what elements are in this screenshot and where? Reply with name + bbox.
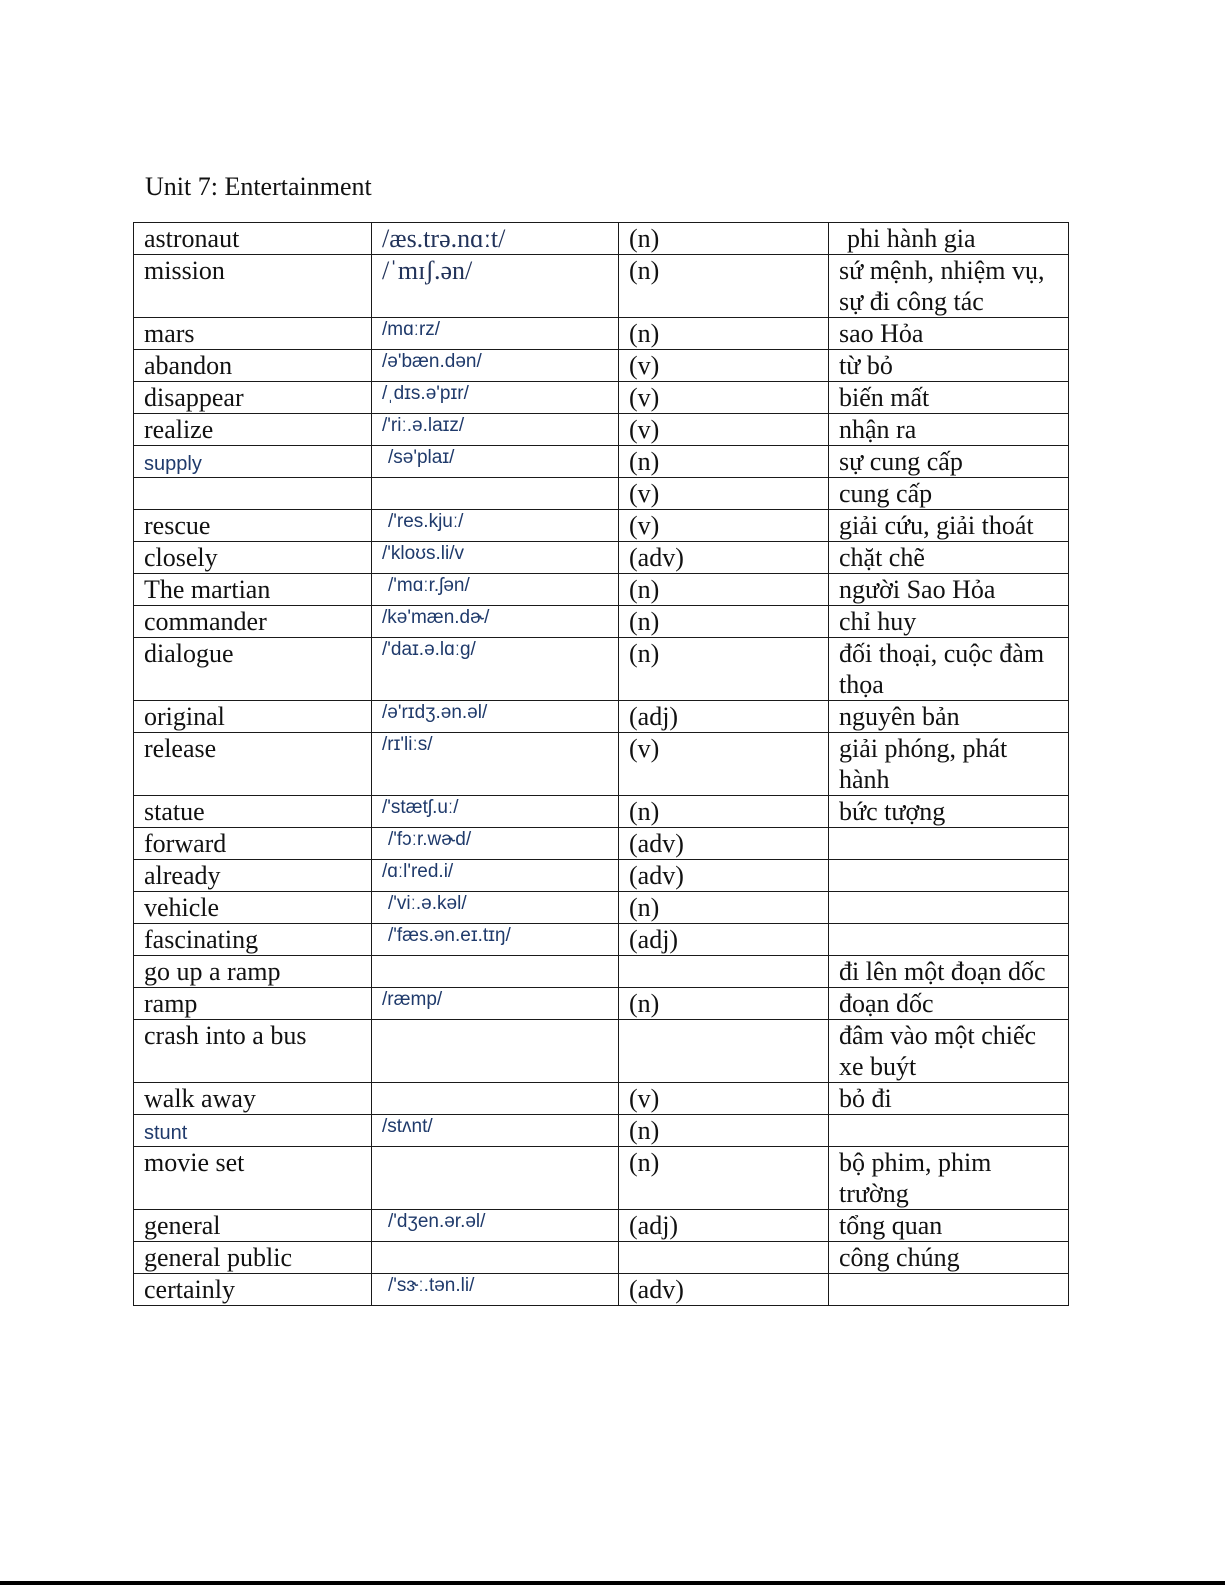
ipa-cell [372,796,619,828]
table-row [134,350,1069,382]
ipa-text: /ɑːl'red.i/ [382,861,454,882]
word-text: already [144,861,221,890]
ipa-cell [372,350,619,382]
table-row [134,478,1069,510]
word-cell [134,988,372,1020]
table-row [134,828,1069,860]
table-row [134,510,1069,542]
ipa-text: /sə'plaɪ/ [388,447,455,468]
meaning-cell [829,574,1069,606]
meaning-text: từ bỏ [839,351,893,380]
word-cell [134,414,372,446]
word-text: commander [144,607,267,636]
table-row [134,574,1069,606]
word-text: go up a ramp [144,957,281,986]
table-row [134,701,1069,733]
meaning-text: chỉ huy [839,607,917,636]
meaning-cell [829,510,1069,542]
word-text: stunt [144,1122,188,1144]
ipa-cell [372,414,619,446]
part-of-speech-text: (n) [629,224,660,253]
ipa-text: /ræmp/ [382,989,443,1010]
part-of-speech-text: (v) [629,511,660,540]
table-row [134,924,1069,956]
table-row [134,1147,1069,1210]
word-cell [134,1242,372,1274]
word-cell [134,1147,372,1210]
word-cell [134,318,372,350]
ipa-cell [372,574,619,606]
ipa-text: /stʌnt/ [382,1116,433,1137]
meaning-text: bỏ đi [839,1084,892,1113]
word-text: realize [144,415,214,444]
meaning-text: giải phóng, phát hành [839,734,1008,794]
ipa-cell [372,255,619,318]
ipa-cell [372,223,619,255]
ipa-cell [372,542,619,574]
word-cell [134,606,372,638]
word-cell [134,956,372,988]
meaning-cell [829,701,1069,733]
ipa-text: /ˌdɪs.ə'pɪr/ [382,383,469,404]
meaning-text: đi lên một đoạn dốc [839,957,1046,986]
part-of-speech-cell [619,956,829,988]
word-text: The martian [144,575,271,604]
table-row [134,892,1069,924]
ipa-cell [372,1020,619,1083]
word-text: supply [144,453,202,475]
word-text: original [144,702,225,731]
meaning-cell [829,1020,1069,1083]
meaning-cell [829,988,1069,1020]
word-cell [134,860,372,892]
part-of-speech-text: (n) [629,797,660,826]
word-text: crash into a bus [144,1021,307,1050]
table-row [134,1115,1069,1147]
meaning-cell [829,733,1069,796]
ipa-cell [372,733,619,796]
ipa-text: /'stætʃ.uː/ [382,797,459,818]
word-text: movie set [144,1148,245,1177]
part-of-speech-cell [619,574,829,606]
word-cell [134,574,372,606]
meaning-text: đoạn dốc [839,989,934,1018]
word-cell [134,446,372,478]
part-of-speech-cell [619,446,829,478]
meaning-cell [829,223,1069,255]
ipa-text: /'res.kjuː/ [388,511,464,532]
meaning-text: phi hành gia [847,224,976,253]
meaning-cell [829,542,1069,574]
meaning-text: đâm vào một chiếc xe buýt [839,1021,1037,1081]
ipa-text: /'riː.ə.laɪz/ [382,415,465,436]
ipa-text: /ə'rɪdʒ.ən.əl/ [382,702,488,723]
table-row [134,1020,1069,1083]
meaning-cell [829,606,1069,638]
ipa-text: /rɪ'liːs/ [382,734,433,755]
meaning-text: sự cung cấp [839,447,963,476]
part-of-speech-text: (n) [629,1148,660,1177]
part-of-speech-text: (n) [629,1116,660,1145]
ipa-text: /'mɑːr.ʃən/ [388,575,470,596]
word-text: statue [144,797,205,826]
part-of-speech-cell [619,255,829,318]
word-cell [134,255,372,318]
part-of-speech-text: (n) [629,607,660,636]
meaning-text: sao Hỏa [839,319,924,348]
table-row [134,318,1069,350]
ipa-text: /'fæs.ən.eɪ.tɪŋ/ [388,925,511,946]
table-row [134,1210,1069,1242]
table-row [134,542,1069,574]
ipa-text: /'viː.ə.kəl/ [388,893,467,914]
word-text: closely [144,543,218,572]
word-text: release [144,734,217,763]
table-row [134,382,1069,414]
ipa-text: /mɑːrz/ [382,319,441,340]
ipa-cell [372,318,619,350]
part-of-speech-cell [619,924,829,956]
meaning-cell [829,255,1069,318]
meaning-text: tổng quan [839,1211,943,1240]
part-of-speech-text: (adj) [629,702,679,731]
part-of-speech-cell [619,606,829,638]
word-cell [134,223,372,255]
ipa-cell [372,924,619,956]
ipa-cell [372,988,619,1020]
word-text: disappear [144,383,244,412]
part-of-speech-text: (n) [629,639,660,668]
meaning-text: nhận ra [839,415,917,444]
word-cell [134,382,372,414]
meaning-cell [829,350,1069,382]
part-of-speech-cell [619,1020,829,1083]
meaning-text: người Sao Hỏa [839,575,996,604]
meaning-text: giải cứu, giải thoát [839,511,1034,540]
word-text: walk away [144,1084,256,1113]
ipa-cell [372,478,619,510]
part-of-speech-cell [619,1147,829,1210]
part-of-speech-text: (n) [629,256,660,285]
ipa-text: /'kloʊs.li/v [382,543,464,564]
ipa-text: /'fɔːr.wɚd/ [388,829,472,850]
page-title: Unit 7: Entertainment [145,172,372,201]
meaning-text: cung cấp [839,479,933,508]
ipa-cell [372,606,619,638]
ipa-text: /'sɝː.tən.li/ [388,1275,475,1296]
word-text: general [144,1211,221,1240]
word-text: fascinating [144,925,259,954]
table-row [134,255,1069,318]
meaning-cell [829,924,1069,956]
meaning-cell [829,382,1069,414]
ipa-cell [372,382,619,414]
part-of-speech-cell [619,1242,829,1274]
part-of-speech-cell [619,350,829,382]
meaning-cell [829,1242,1069,1274]
word-text: vehicle [144,893,220,922]
ipa-cell [372,638,619,701]
table-row [134,860,1069,892]
word-cell [134,796,372,828]
meaning-cell [829,796,1069,828]
meaning-text: bức tượng [839,797,946,826]
ipa-text: /æs.trə.nɑːt/ [382,224,506,253]
word-cell [134,1210,372,1242]
word-cell [134,542,372,574]
part-of-speech-text: (n) [629,447,660,476]
meaning-cell [829,828,1069,860]
part-of-speech-text: (adv) [629,829,684,858]
meaning-text: đối thoại, cuộc đàm thọa [839,639,1045,699]
part-of-speech-text: (v) [629,415,660,444]
part-of-speech-cell [619,892,829,924]
ipa-text: /ˈmɪʃ.ən/ [382,256,473,285]
table-row [134,1083,1069,1115]
table-row [134,733,1069,796]
word-text: certainly [144,1275,235,1304]
table-row [134,223,1069,255]
ipa-cell [372,1115,619,1147]
meaning-cell [829,478,1069,510]
meaning-cell [829,1274,1069,1306]
part-of-speech-text: (v) [629,383,660,412]
part-of-speech-cell [619,796,829,828]
meaning-cell [829,638,1069,701]
word-text: rescue [144,511,211,540]
ipa-cell [372,860,619,892]
part-of-speech-cell [619,382,829,414]
meaning-cell [829,446,1069,478]
part-of-speech-cell [619,828,829,860]
word-text: general public [144,1243,292,1272]
part-of-speech-cell [619,478,829,510]
table-row [134,638,1069,701]
ipa-cell [372,828,619,860]
meaning-cell [829,1147,1069,1210]
word-cell [134,924,372,956]
part-of-speech-cell [619,988,829,1020]
table-row [134,796,1069,828]
ipa-text: /'dʒen.ər.əl/ [388,1211,486,1232]
word-cell [134,478,372,510]
ipa-text: /ə'bæn.dən/ [382,351,482,372]
part-of-speech-text: (n) [629,319,660,348]
part-of-speech-cell [619,1083,829,1115]
meaning-cell [829,318,1069,350]
ipa-cell [372,956,619,988]
meaning-cell [829,1083,1069,1115]
word-text: ramp [144,989,198,1018]
word-cell [134,733,372,796]
table-row [134,1242,1069,1274]
word-text: astronaut [144,224,240,253]
part-of-speech-cell [619,542,829,574]
word-cell [134,638,372,701]
table-row [134,956,1069,988]
part-of-speech-text: (v) [629,1084,660,1113]
meaning-cell [829,1210,1069,1242]
meaning-text: bộ phim, phim trường [839,1148,992,1208]
part-of-speech-cell [619,733,829,796]
page-bottom-rule [0,1581,1225,1585]
word-cell [134,510,372,542]
word-text: abandon [144,351,233,380]
part-of-speech-cell [619,1115,829,1147]
part-of-speech-cell [619,414,829,446]
word-text: dialogue [144,639,234,668]
meaning-cell [829,1115,1069,1147]
part-of-speech-text: (adv) [629,1275,684,1304]
ipa-text: /kə'mæn.dɚ/ [382,607,490,628]
table-row [134,606,1069,638]
meaning-cell [829,414,1069,446]
meaning-text: công chúng [839,1243,960,1272]
word-cell [134,1020,372,1083]
word-cell [134,1083,372,1115]
part-of-speech-cell [619,701,829,733]
meaning-cell [829,956,1069,988]
ipa-cell [372,1242,619,1274]
part-of-speech-text: (n) [629,893,660,922]
part-of-speech-cell [619,223,829,255]
word-cell [134,1115,372,1147]
vocabulary-table [133,222,1069,1306]
ipa-cell [372,892,619,924]
word-text: forward [144,829,227,858]
meaning-text: chặt chẽ [839,543,925,572]
table-row [134,988,1069,1020]
ipa-cell [372,1083,619,1115]
part-of-speech-cell [619,860,829,892]
part-of-speech-text: (adv) [629,543,684,572]
vocabulary-table-body [134,223,1069,1306]
part-of-speech-text: (v) [629,734,660,763]
word-cell [134,701,372,733]
part-of-speech-text: (n) [629,989,660,1018]
ipa-cell [372,1274,619,1306]
ipa-cell [372,1210,619,1242]
part-of-speech-cell [619,510,829,542]
ipa-cell [372,446,619,478]
part-of-speech-text: (n) [629,575,660,604]
meaning-text: biến mất [839,383,930,412]
meaning-text: nguyên bản [839,702,960,731]
word-cell [134,1274,372,1306]
table-row [134,414,1069,446]
ipa-text: /'daɪ.ə.lɑːg/ [382,639,476,660]
part-of-speech-cell [619,318,829,350]
part-of-speech-text: (v) [629,351,660,380]
word-text: mars [144,319,195,348]
ipa-cell [372,701,619,733]
part-of-speech-text: (adj) [629,1211,679,1240]
meaning-text: sứ mệnh, nhiệm vụ, sự đi công tác [839,256,1045,316]
meaning-cell [829,860,1069,892]
part-of-speech-text: (adj) [629,925,679,954]
ipa-cell [372,510,619,542]
part-of-speech-cell [619,638,829,701]
part-of-speech-text: (v) [629,479,660,508]
word-text: mission [144,256,225,285]
table-row [134,446,1069,478]
word-cell [134,350,372,382]
table-row [134,1274,1069,1306]
word-cell [134,892,372,924]
word-cell [134,828,372,860]
part-of-speech-text: (adv) [629,861,684,890]
part-of-speech-cell [619,1210,829,1242]
meaning-cell [829,892,1069,924]
part-of-speech-cell [619,1274,829,1306]
ipa-cell [372,1147,619,1210]
